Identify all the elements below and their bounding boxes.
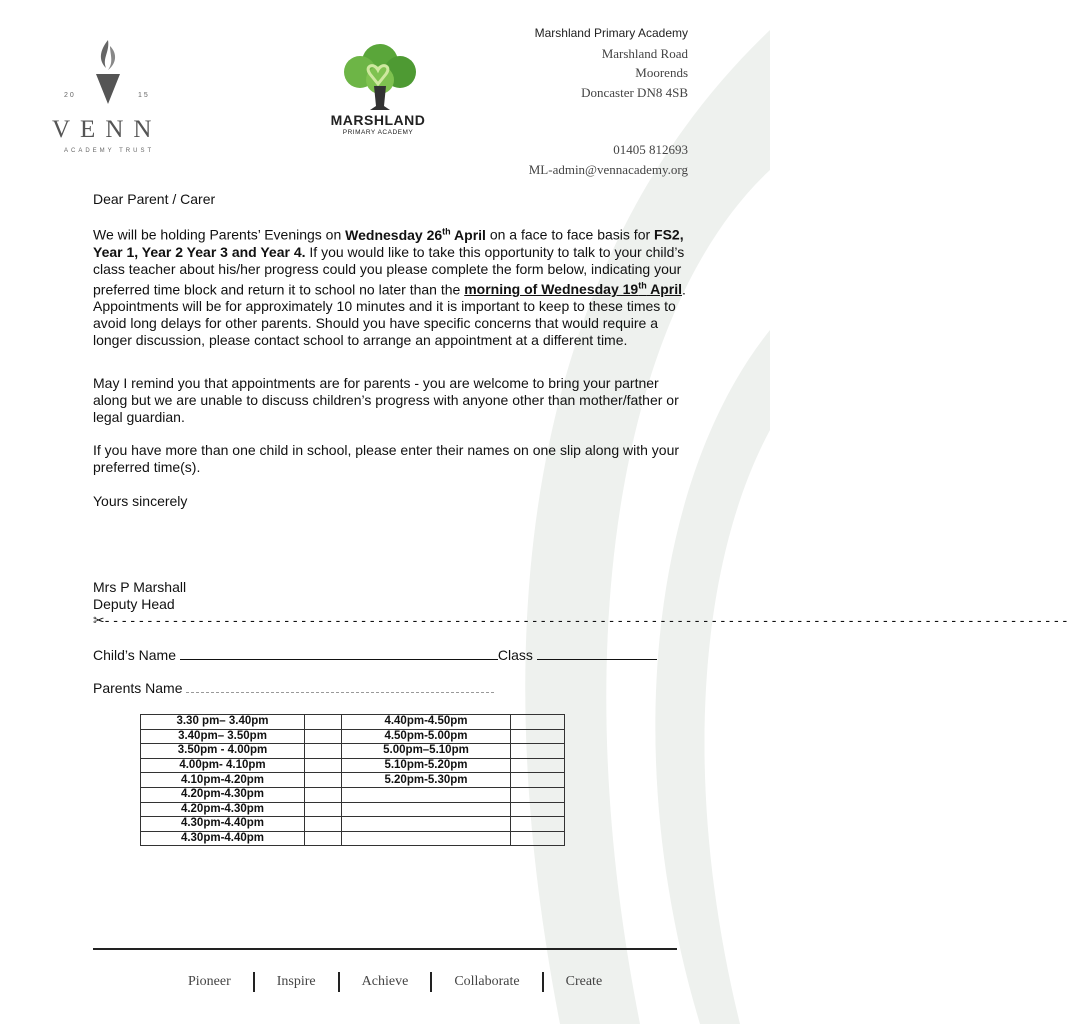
child-name-row [93, 646, 657, 663]
slot-row [141, 831, 565, 846]
deadline-suffix: th [638, 280, 647, 291]
p1-text-a: We will be holding Parents’ Evenings on [93, 226, 346, 243]
slot-time-right: 5.10pm-5.20pm [342, 758, 511, 773]
torch-icon [88, 38, 128, 108]
signatory-role: Deputy Head [93, 596, 175, 612]
value-inspire: Inspire [276, 974, 316, 989]
slot-time-right [342, 817, 511, 832]
value-achieve: Achieve [361, 974, 409, 989]
year-left: 20 [64, 92, 76, 99]
parents-name-field[interactable] [186, 680, 494, 693]
year-right: 15 [138, 92, 150, 99]
slot-time-left: 4.20pm-4.30pm [141, 787, 305, 802]
salutation: Dear Parent / Carer [93, 191, 216, 207]
slot-time-right: 4.40pm-4.50pm [342, 715, 511, 730]
class-label: Class [497, 647, 533, 663]
slot-choice-right[interactable] [511, 831, 565, 846]
address-line-3: Doncaster DN8 4SB [581, 84, 688, 100]
year-groups: FS2, Year 1, Year 2 Year 3 and Year 4. [93, 226, 684, 260]
p1-text-d: . Appointments will be for approximately 10 minutes and it is important to keep to these times to avoid long delays for other parents. Should you have specific concerns that would require a longer discussion, please contact school to arrange an appointment at a different time. [93, 281, 686, 349]
p1-text-c: If you would like to take this opportunity to talk to your child’s class teacher about his/her progress could you please complete the form below, indicating your preferred time block and return it to school no later than the [93, 243, 685, 298]
slot-time-right [342, 831, 511, 846]
signatory-name: Mrs P Marshall [93, 579, 187, 595]
footer-values [178, 972, 612, 992]
p1-text-b: on a face to face basis for [485, 226, 655, 243]
slot-time-right [342, 802, 511, 817]
address-line-1: Marshland Road [601, 45, 688, 61]
slot-row [141, 817, 565, 832]
evening-date: Wednesday 26 [345, 226, 443, 243]
slot-time-left: 4.10pm-4.20pm [141, 773, 305, 788]
slot-row [141, 773, 565, 788]
child-name-label: Child’s Name [93, 647, 176, 663]
slot-choice-right[interactable] [511, 787, 565, 802]
slot-row [141, 787, 565, 802]
address-line-2: Moorends [635, 65, 688, 80]
slot-choice-left[interactable] [305, 758, 342, 773]
slot-row [141, 802, 565, 817]
slot-choice-left[interactable] [305, 787, 342, 802]
slot-choice-right[interactable] [511, 758, 565, 773]
slot-choice-left[interactable] [305, 729, 342, 744]
slot-choice-right[interactable] [511, 817, 565, 832]
class-field[interactable] [537, 646, 657, 660]
paragraph-1 [93, 223, 693, 349]
slot-row [141, 758, 565, 773]
slot-time-right: 4.50pm-5.00pm [342, 729, 511, 744]
paragraph-3: If you have more than one child in school, please enter their names on one slip along with your preferred time(s). [93, 442, 680, 475]
slot-row [141, 729, 565, 744]
scissors-icon: ✂ [93, 612, 105, 628]
slot-time-left: 4.00pm- 4.10pm [141, 758, 305, 773]
slot-choice-left[interactable] [305, 831, 342, 846]
slot-time-left: 4.30pm-4.40pm [141, 817, 305, 832]
appointment-slots-table [140, 714, 565, 846]
cut-line: ✂- - - - - - - - - - - - - - - - - - - - - - - - - - - - - - - - - - - - - - - - - - - - - - - - - - - - - - - - - - - - - - - - - - - - - - - - - - - - - - - - - - - - - - - - - - - - - - - - - - - - - - - - - - - - - - - - - [93, 612, 1067, 628]
parents-name-row [93, 680, 494, 696]
value-pioneer: Pioneer [188, 974, 231, 989]
school-address [529, 24, 688, 179]
value-create: Create [565, 974, 603, 989]
evening-month: April [450, 226, 486, 243]
slot-choice-left[interactable] [305, 744, 342, 759]
phone-number: 01405 812693 [613, 142, 688, 157]
slot-row [141, 744, 565, 759]
footer-divider [93, 948, 677, 950]
slot-time-left: 4.20pm-4.30pm [141, 802, 305, 817]
slot-choice-right[interactable] [511, 715, 565, 730]
slot-time-left: 4.30pm-4.40pm [141, 831, 305, 846]
slot-choice-right[interactable] [511, 802, 565, 817]
slot-time-right [342, 787, 511, 802]
school-name: Marshland Primary Academy [534, 26, 688, 40]
slot-choice-right[interactable] [511, 744, 565, 759]
venn-academy-trust-logo [50, 38, 165, 158]
venn-tagline: ACADEMY TRUST [64, 148, 155, 154]
marshland-wordmark: MARSHLAND [330, 112, 426, 128]
marshland-logo [322, 40, 437, 140]
child-name-field[interactable] [180, 646, 498, 660]
paragraph-2: May I remind you that appointments are for parents - you are welcome to bring your partner along but we are unable to discuss children’s progress with anyone other than mother/father or legal guardian. [93, 375, 679, 425]
slot-choice-right[interactable] [511, 729, 565, 744]
date-suffix: th [442, 226, 451, 236]
deadline-date: morning of Wednesday 19 [464, 281, 639, 298]
slot-choice-left[interactable] [305, 773, 342, 788]
slot-choice-right[interactable] [511, 773, 565, 788]
email-address[interactable]: ML-admin@vennacademy.org [528, 161, 688, 177]
marshland-subtitle: PRIMARY ACADEMY [342, 129, 414, 136]
slot-time-left: 3.30 pm– 3.40pm [141, 715, 305, 730]
slot-choice-left[interactable] [305, 817, 342, 832]
slot-time-left: 3.50pm - 4.00pm [141, 744, 305, 759]
deadline-month: April [646, 281, 682, 298]
slot-time-right: 5.00pm–5.10pm [342, 744, 511, 759]
slot-choice-left[interactable] [305, 715, 342, 730]
slot-time-left: 3.40pm– 3.50pm [141, 729, 305, 744]
venn-wordmark: VENN [52, 116, 162, 143]
slot-row [141, 715, 565, 730]
parents-name-label: Parents Name [93, 680, 183, 696]
tree-icon [324, 40, 436, 112]
value-collaborate: Collaborate [454, 974, 520, 989]
slot-choice-left[interactable] [305, 802, 342, 817]
closing: Yours sincerely [93, 493, 188, 509]
slot-time-right: 5.20pm-5.30pm [342, 773, 511, 788]
